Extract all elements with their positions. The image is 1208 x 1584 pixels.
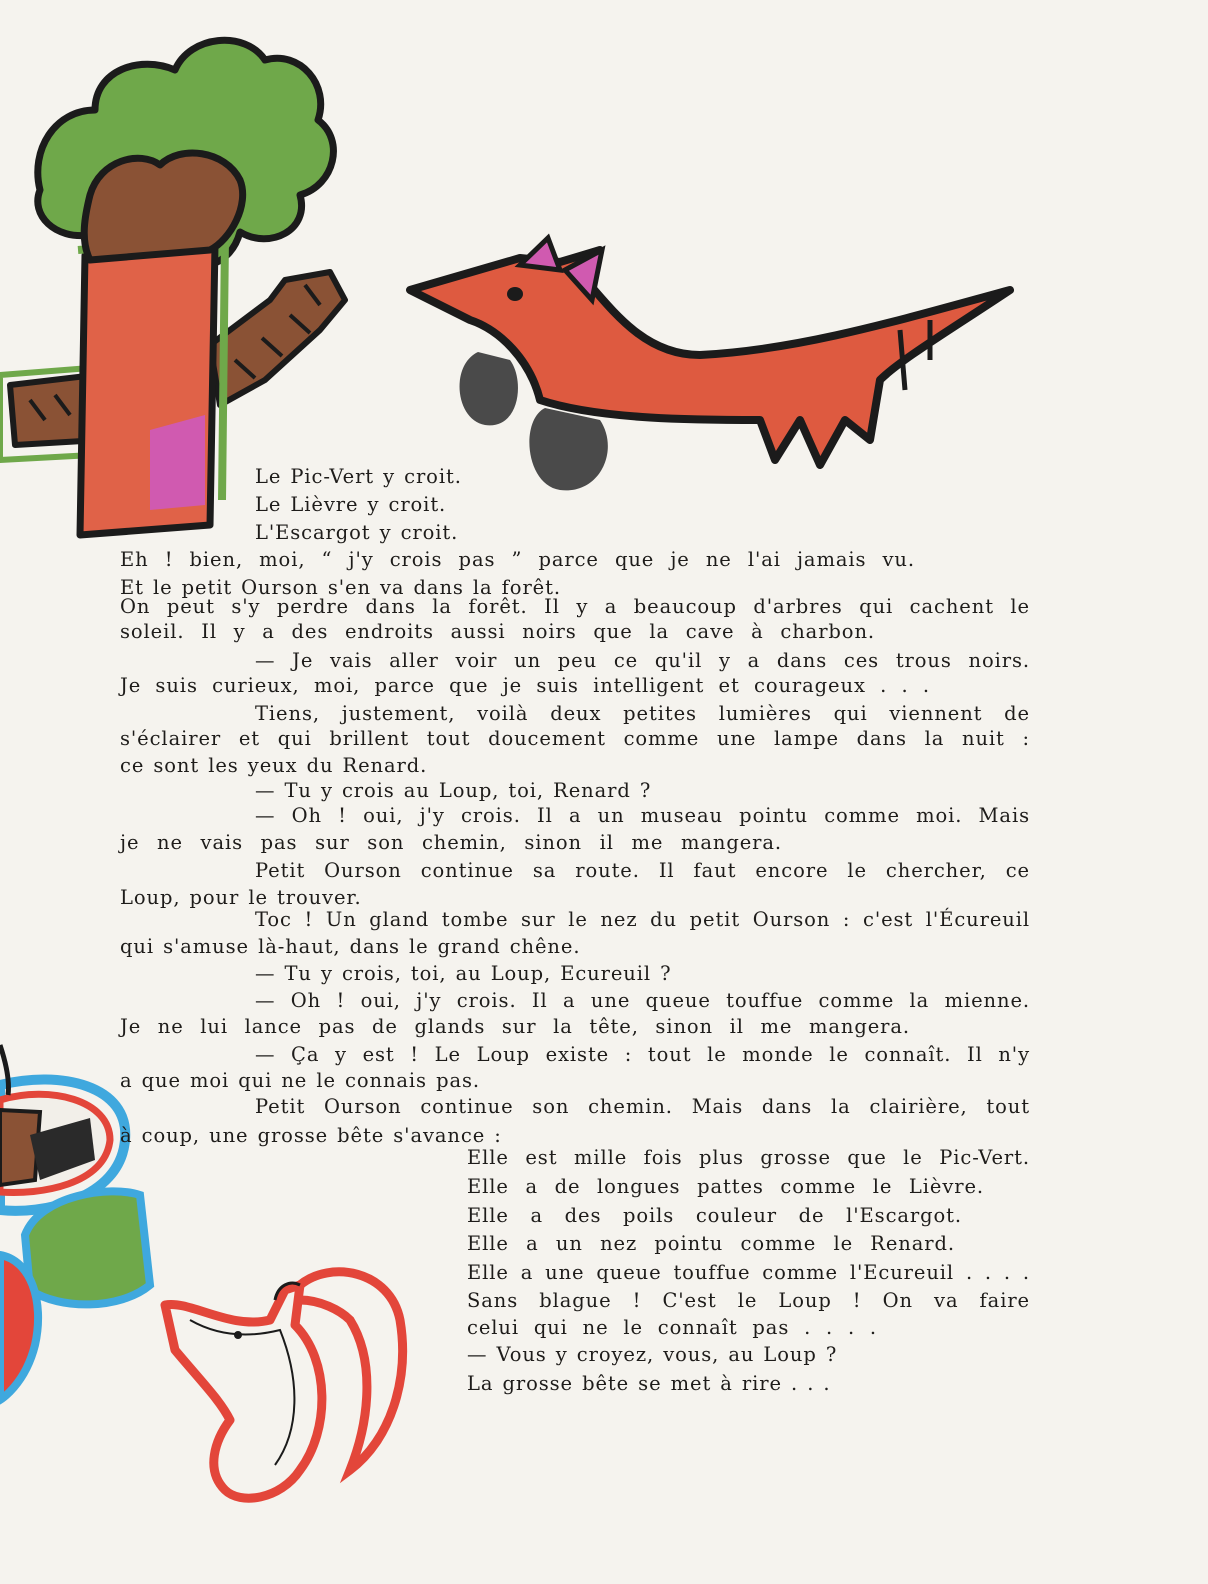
text-line: Elle a de longues pattes comme le Lièvre. — [467, 1175, 984, 1198]
text-line: Loup, pour le trouver. — [120, 886, 362, 909]
text-line: a que moi qui ne le connais pas. — [120, 1069, 480, 1092]
fox-ear-left — [520, 238, 560, 270]
text-line: Elle a une queue touffue comme l'Ecureuil . . . . — [467, 1261, 1030, 1284]
text-line: qui s'amuse là-haut, dans le grand chêne. — [120, 935, 581, 958]
text-line: — Tu y crois au Loup, toi, Renard ? — [255, 779, 652, 802]
tree-crown — [84, 153, 242, 260]
squirrel-eye — [234, 1331, 242, 1339]
squirrel-drawing — [165, 1272, 403, 1498]
text-line: Toc ! Un gland tombe sur le nez du petit Ourson : c'est l'Écureuil — [255, 908, 1030, 931]
text-line: Petit Ourson continue sa route. Il faut encore le chercher, ce — [255, 859, 1030, 882]
text-line: s'éclairer et qui brillent tout doucement comme une lampe dans la nuit : — [120, 727, 1030, 750]
side-blob-green — [25, 1191, 150, 1304]
text-line: — Tu y crois, toi, au Loup, Ecureuil ? — [255, 962, 672, 985]
text-line: Je suis curieux, moi, parce que je suis intelligent et courageux . . . — [120, 674, 930, 697]
text-line: je ne vais pas sur son chemin, sinon il me mangera. — [120, 831, 782, 854]
text-line: — Je vais aller voir un peu ce qu'il y a dans ces trous noirs. — [255, 649, 1030, 672]
text-line: La grosse bête se met à rire . . . — [467, 1372, 831, 1395]
fox-eye — [507, 287, 523, 301]
fox-drawing — [410, 238, 1010, 490]
text-line: Je ne lui lance pas de glands sur la tête, sinon il me mangera. — [120, 1015, 910, 1038]
side-blob-orange — [0, 1255, 38, 1400]
tree-drawing — [0, 40, 345, 535]
text-line: Elle a un nez pointu comme le Renard. — [467, 1232, 955, 1255]
text-line: Tiens, justement, voilà deux petites lumières qui viennent de — [255, 702, 1030, 725]
text-line: Le Pic-Vert y croit. — [255, 465, 462, 488]
text-line: Elle a des poils couleur de l'Escargot. — [467, 1204, 962, 1227]
text-line: Sans blague ! C'est le Loup ! On va faire — [467, 1289, 1030, 1312]
text-line: Elle est mille fois plus grosse que le Pic-Vert. — [467, 1146, 1030, 1169]
text-line: Et le petit Ourson s'en va dans la forêt. — [120, 576, 561, 599]
text-line: ce sont les yeux du Renard. — [120, 754, 428, 777]
side-drawing — [0, 1045, 150, 1400]
squirrel-body — [165, 1285, 322, 1498]
text-line: — Oh ! oui, j'y crois. Il a un museau pointu comme moi. Mais — [255, 804, 1030, 827]
text-line: — Ça y est ! Le Loup existe : tout le monde le connaît. Il n'y — [255, 1043, 1030, 1066]
text-line: — Oh ! oui, j'y crois. Il a une queue touffue comme la mienne. — [255, 989, 1030, 1012]
text-line: L'Escargot y croit. — [255, 521, 459, 544]
tree-trunk-pink — [150, 415, 205, 510]
text-line: On peut s'y perdre dans la forêt. Il y a beaucoup d'arbres qui cachent le — [120, 595, 1030, 618]
text-line: à coup, une grosse bête s'avance : — [120, 1124, 502, 1147]
tree-branch-right — [210, 272, 345, 405]
text-line: celui qui ne le connaît pas . . . . — [467, 1316, 877, 1339]
text-line: Eh ! bien, moi, “ j'y crois pas ” parce que je ne l'ai jamais vu. — [120, 548, 915, 571]
text-line: Petit Ourson continue son chemin. Mais dans la clairière, tout — [255, 1095, 1030, 1118]
text-line: soleil. Il y a des endroits aussi noirs que la cave à charbon. — [120, 620, 875, 643]
text-line: Le Lièvre y croit. — [255, 493, 447, 516]
text-line: — Vous y croyez, vous, au Loup ? — [467, 1343, 838, 1366]
